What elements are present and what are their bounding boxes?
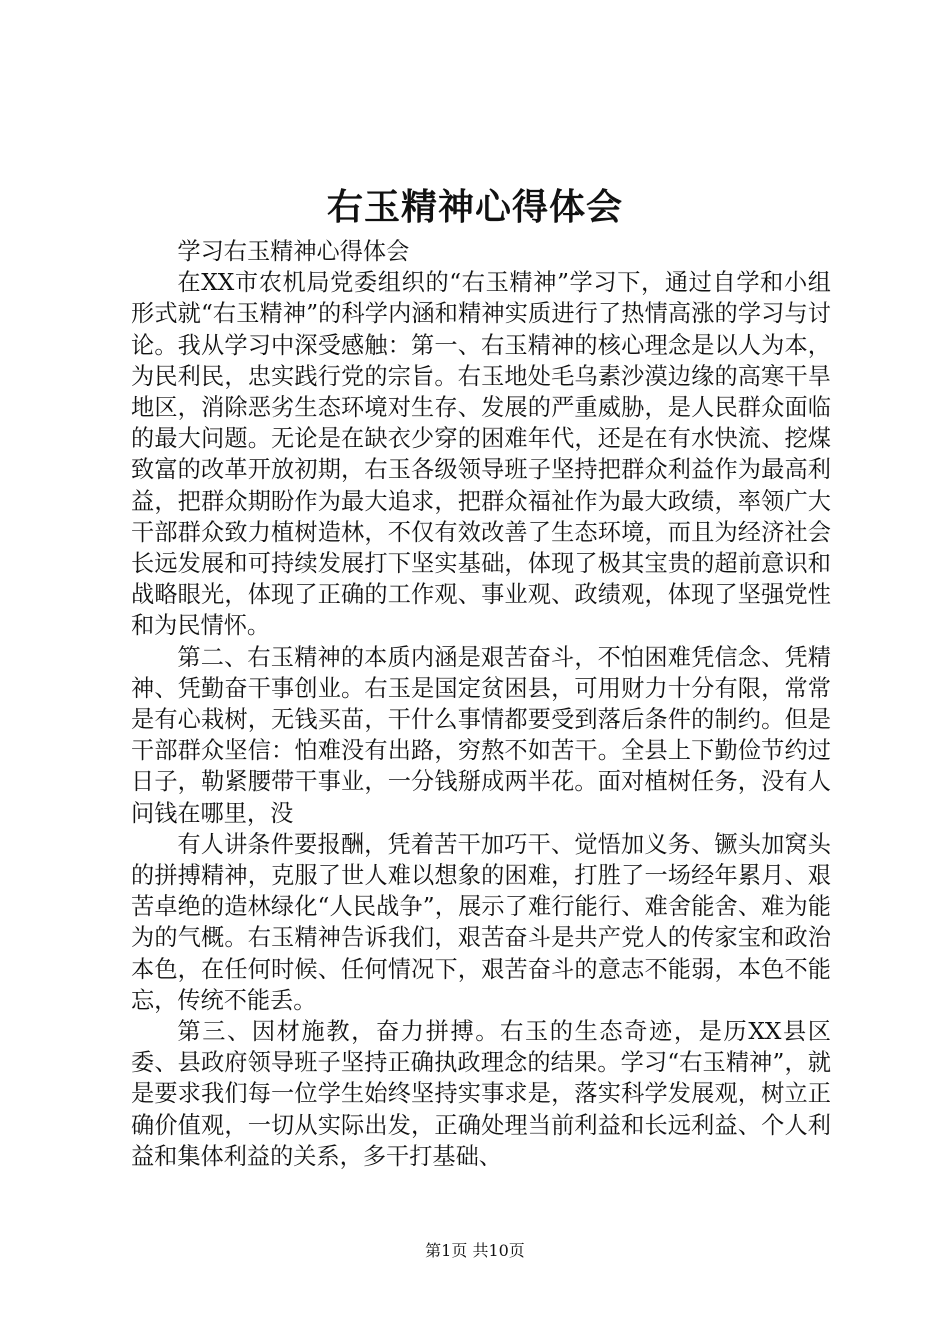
paragraph-subtitle: 学习右玉精神心得体会 xyxy=(177,238,410,265)
paragraph-2: 第二、右玉精神的本质内涵是艰苦奋斗，不怕困难凭信念、凭精神、凭勤奋干事创业。右玉是国定贫困县，可用财力十分有限，常常是有心栽树，无钱买苗，干什么事情都要受到落后条件的制约。但是干部群众坚信：怕难没有出路，穷熬不如苦干。全县上下勤俭节约过日子，勒紧腰带干事业，一分钱掰成两半花。面对植树任务，没有人问钱在哪里，没 xyxy=(131,643,831,827)
paragraph-1: 在XX市农机局党委组织的“右玉精神”学习下，通过自学和小组形式就“右玉精神”的科学内涵和精神实质进行了热情高涨的学习与讨论。我从学习中深受感触：第一、右玉精神的核心理念是以人为本，为民利民，忠实践行党的宗旨。右玉地处毛乌素沙漠边缘的高寒干旱地区，消除恶劣生态环境对生存、发展的严重威胁，是人民群众面临的最大问题。无论是在缺衣少穿的困难年代，还是在有水快流、挖煤致富的改革开放初期，右玉各级领导班子坚持把群众利益作为最高利益，把群众期盼作为最大追求，把群众福祉作为最大政绩，率领广大干部群众致力植树造林，不仅有效改善了生态环境，而且为经济社会长远发展和可持续发展打下坚实基础，体现了极其宝贵的超前意识和战略眼光，体现了正确的工作观、事业观、政绩观，体现了坚强党性和为民情怀。 xyxy=(131,269,831,640)
page-number-footer: 第1页 共10页 xyxy=(425,1241,525,1260)
document-title: 右玉精神心得体会 xyxy=(326,186,623,228)
paragraph-3: 有人讲条件要报酬，凭着苦干加巧干、觉悟加义务、镢头加窝头的拼搏精神，克服了世人难以想象的困难，打胜了一场经年累月、艰苦卓绝的造林绿化“人民战争”，展示了难行能行、难舍能舍、难为能为的气概。右玉精神告诉我们，艰苦奋斗是共产党人的传家宝和政治本色，在任何时候、任何情况下，艰苦奋斗的意志不能弱，本色不能忘，传统不能丢。 xyxy=(131,830,831,1014)
document-body xyxy=(131,236,831,1172)
paragraph-4: 第三、因材施教，奋力拼搏。右玉的生态奇迹，是历XX县区委、县政府领导班子坚持正确执政理念的结果。学习“右玉精神”，就是要求我们每一位学生始终坚持实事求是，落实科学发展观，树立正确价值观，一切从实际出发，正确处理当前利益和长远利益、个人利益和集体利益的关系，多干打基础、 xyxy=(131,1018,831,1170)
